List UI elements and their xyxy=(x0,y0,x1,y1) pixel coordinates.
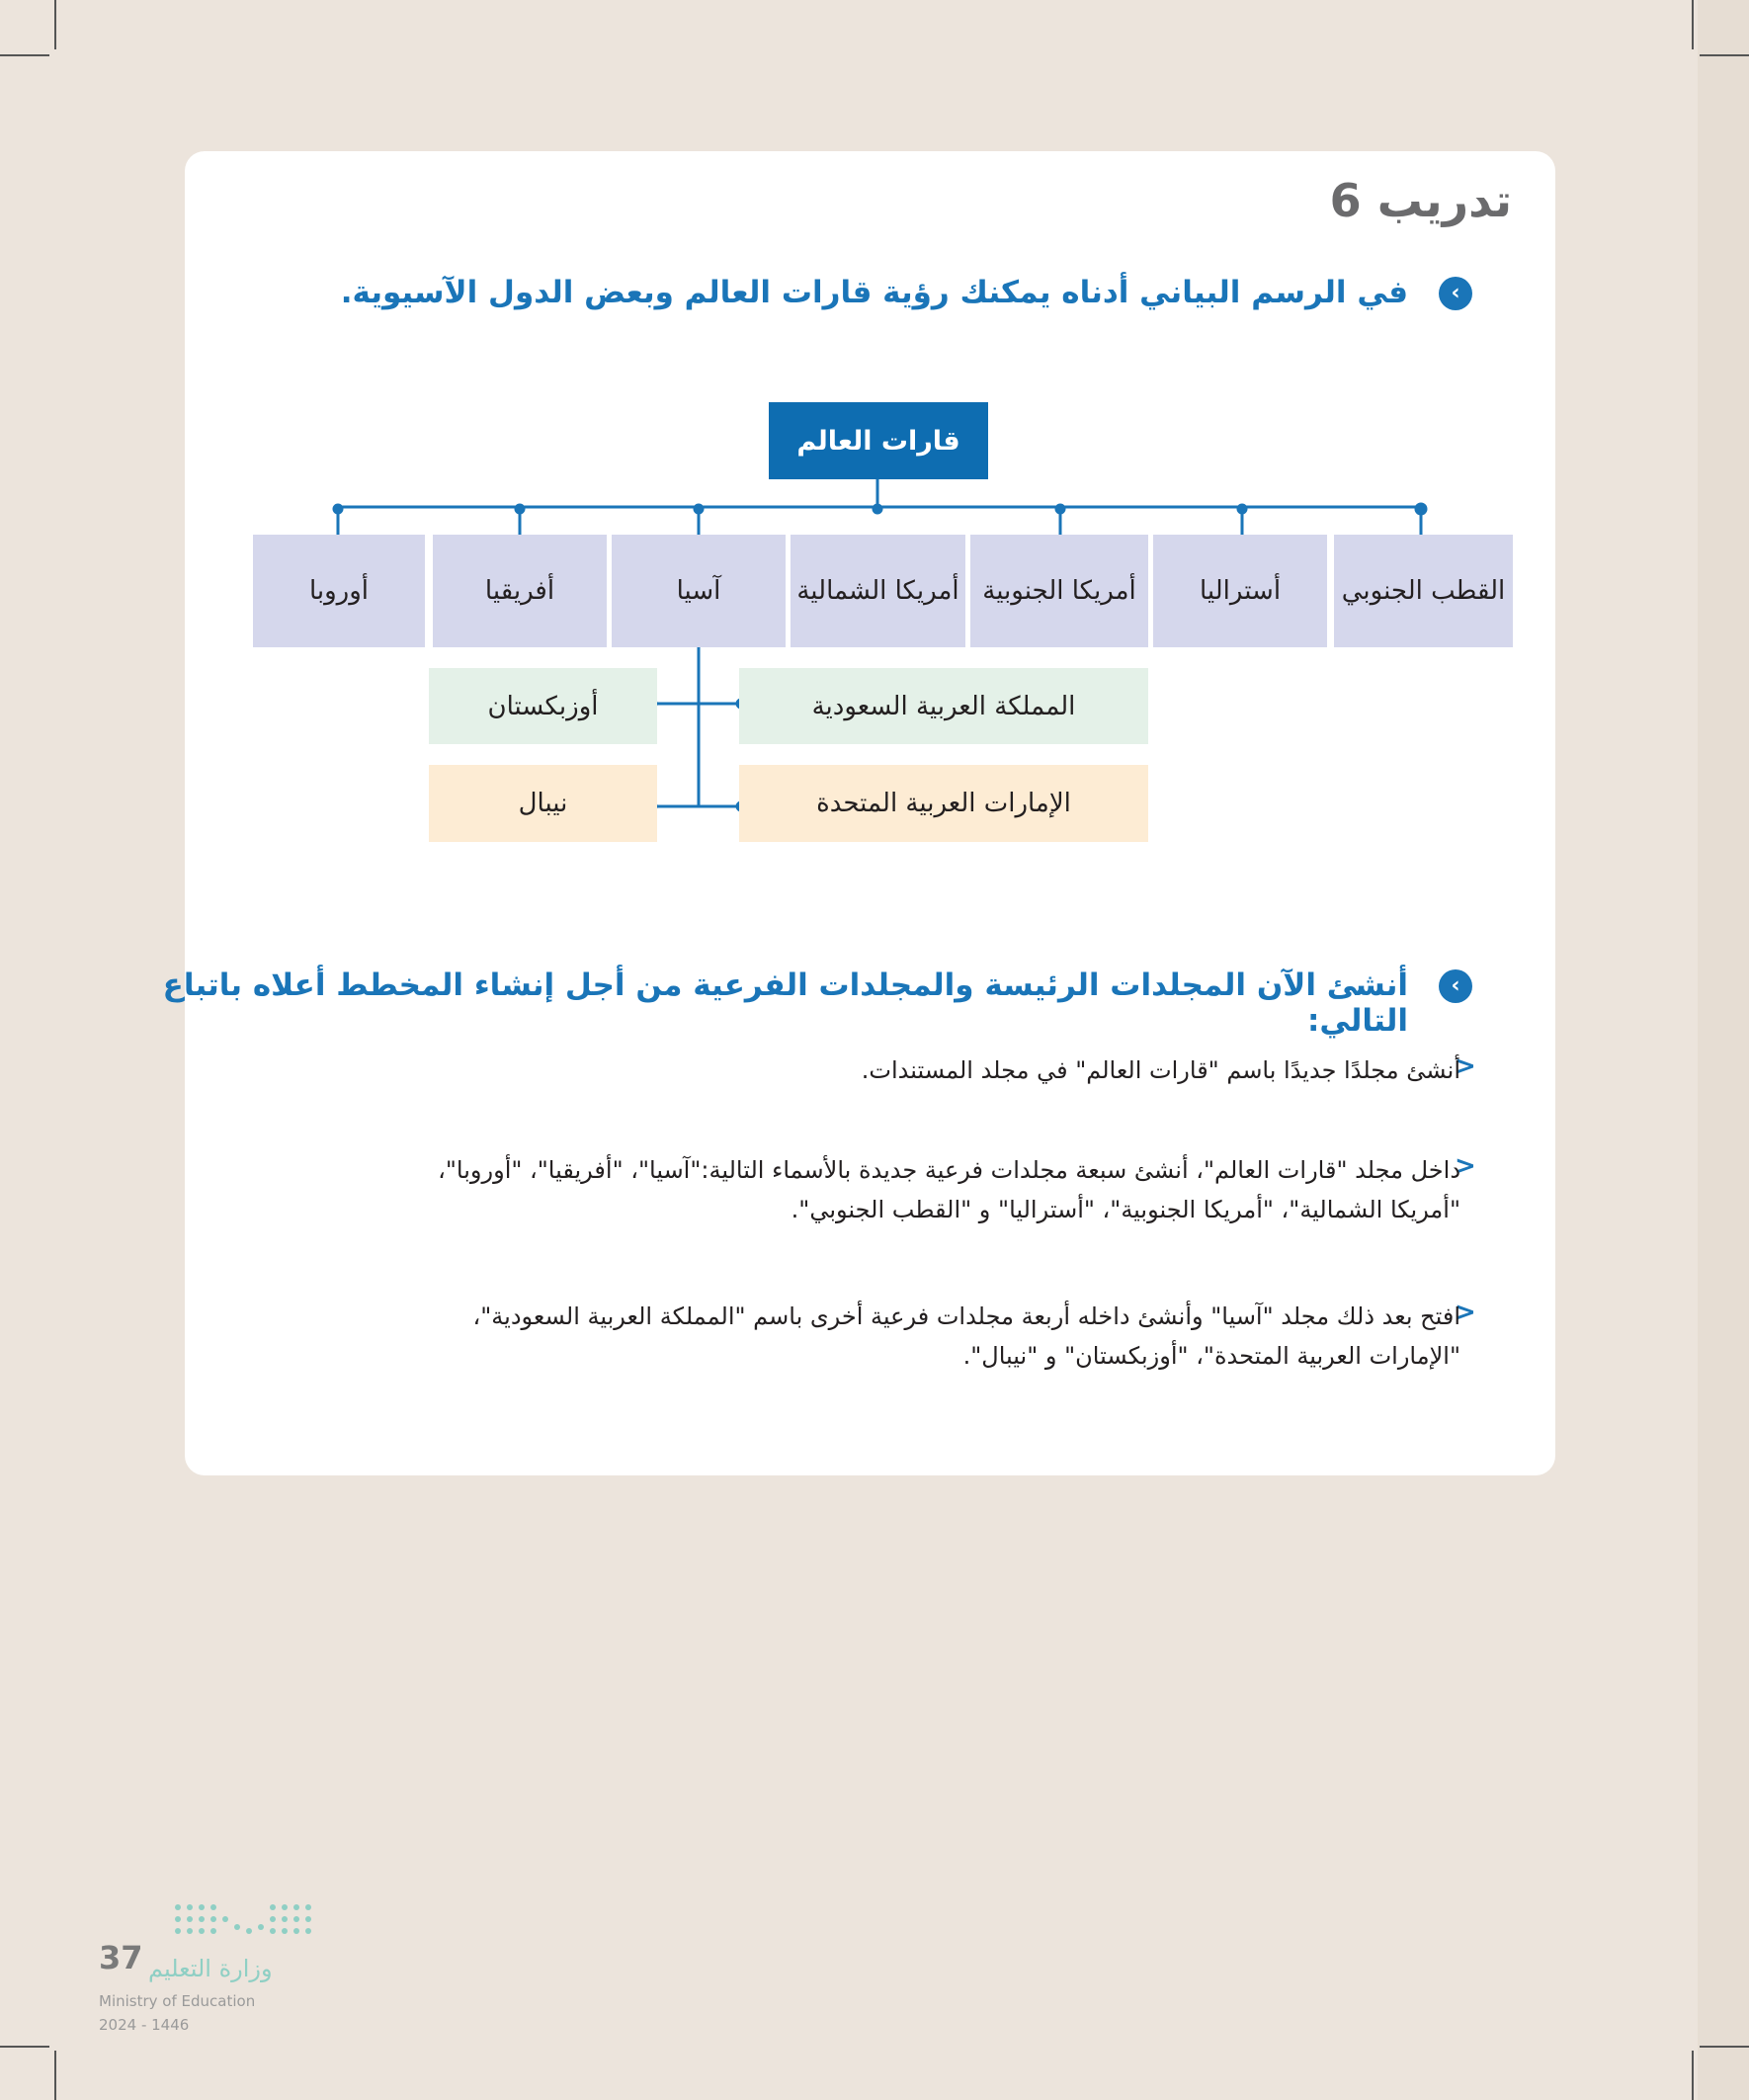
ministry-name-ar: وزارة التعليم xyxy=(148,1955,273,1982)
intro-heading: في الرسم البياني أدناه يمكنك رؤية قارات العالم وبعض الدول الآسيوية. xyxy=(340,275,1408,310)
continent-africa: أفريقيا xyxy=(433,535,607,647)
exercise-title: تدريب 6 xyxy=(1329,174,1512,227)
country-uae: الإمارات العربية المتحدة xyxy=(739,765,1148,842)
chevron-left-icon: ‹ xyxy=(1439,277,1472,310)
instructions-heading: أنشئ الآن المجلدات الرئيسة والمجلدات الفرعية من أجل إنشاء المخطط أعلاه باتباع التالي: xyxy=(162,967,1408,1039)
country-uzbekistan: أوزبكستان xyxy=(429,668,657,744)
step-1: أنشئ مجلدًا جديدًا باسم "قارات العالم" في مجلد المستندات. xyxy=(861,1056,1460,1084)
step-arrow-icon: > xyxy=(1455,1298,1476,1327)
step-2: داخل مجلد "قارات العالم"، أنشئ سبعة مجلدات فرعية جديدة بالأسماء التالية:"آسيا"، "أفريقيا"، "أوروبا"، "أمريكا الشمالية"، "أمريكا الجنوبية"، "أستراليا" و "القطب الجنوبي". xyxy=(438,1156,1460,1223)
continent-australia: أستراليا xyxy=(1153,535,1327,647)
continent-antarctica: القطب الجنوبي xyxy=(1334,535,1513,647)
continent-europe: أوروبا xyxy=(253,535,425,647)
edition-year: 2024 - 1446 xyxy=(99,2016,190,2034)
chevron-left-icon: ‹ xyxy=(1439,969,1472,1003)
diagram-root: قارات العالم xyxy=(769,402,988,479)
continent-south-america: أمريكا الجنوبية xyxy=(970,535,1148,647)
ministry-name-en: Ministry of Education xyxy=(99,1992,256,2010)
step-arrow-icon: > xyxy=(1455,1051,1476,1081)
step-arrow-icon: > xyxy=(1455,1151,1476,1181)
country-nepal: نيبال xyxy=(429,765,657,842)
ministry-logo-dots xyxy=(168,1897,326,1947)
country-saudi-arabia: المملكة العربية السعودية xyxy=(739,668,1148,744)
step-3: افتح بعد ذلك مجلد "آسيا" وأنشئ داخله أربعة مجلدات فرعية أخرى باسم "المملكة العربية السعودية"، "الإمارات العربية المتحدة"، "أوزبكستان" و "نيبال". xyxy=(472,1302,1460,1370)
continent-north-america: أمريكا الشمالية xyxy=(791,535,965,647)
page-number: 37 xyxy=(99,1939,143,1976)
continent-asia: آسيا xyxy=(612,535,786,647)
